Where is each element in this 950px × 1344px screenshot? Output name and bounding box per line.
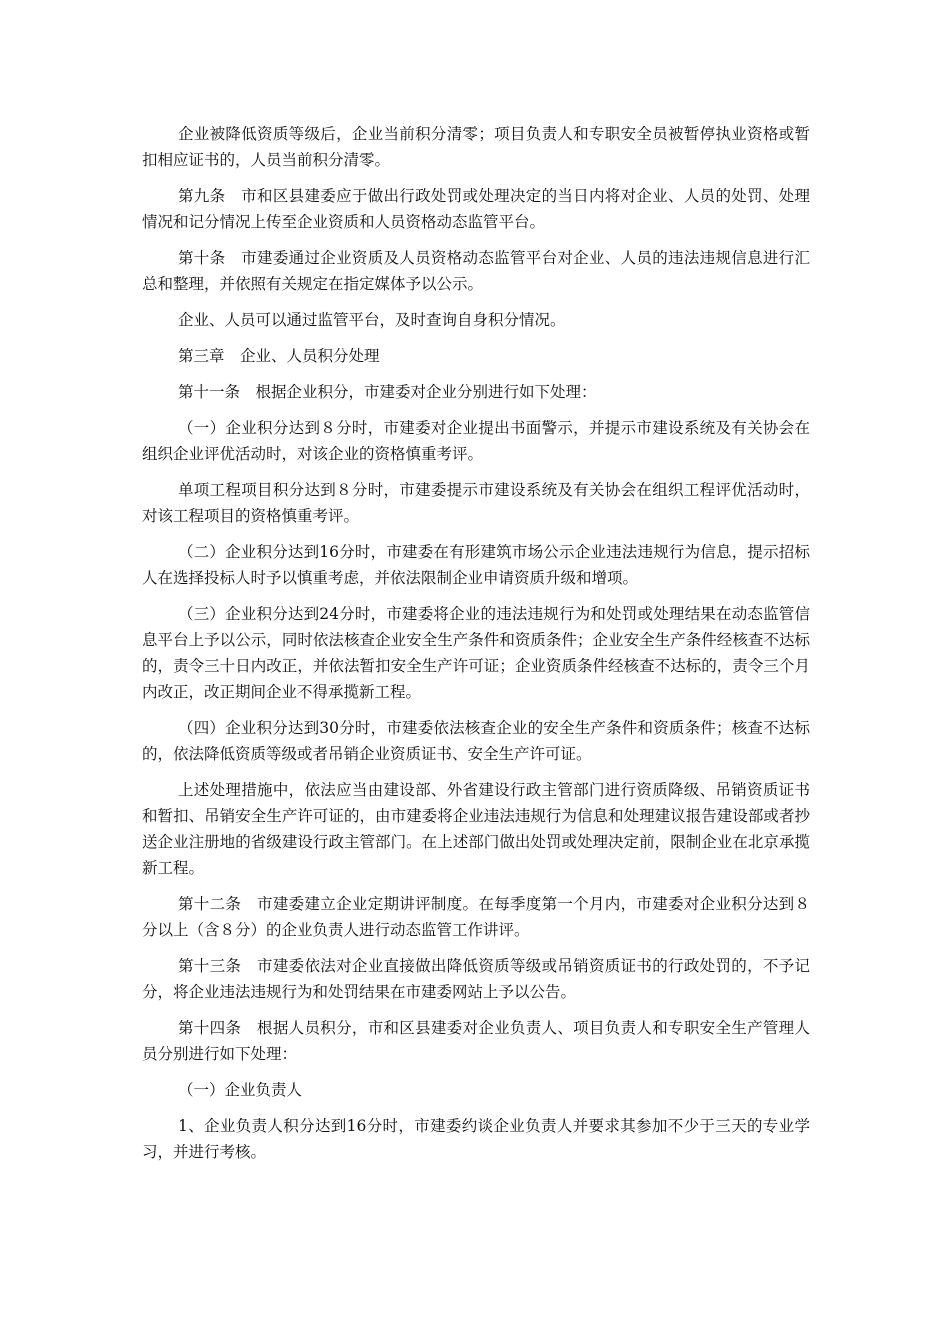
paragraph-item-1: （一）企业积分达到８分时，市建委对企业提出书面警示，并提示市建设系统及有关协会在组织企业评优活动时，对该企业的资格慎重考评。 (142, 419, 810, 463)
chapter-heading: 第三章 企业、人员积分处理 (178, 347, 380, 365)
paragraph-article-12: 第十二条 市建委建立企业定期讲评制度。在每季度第一个月内，市建委对企业积分达到８分以上（含８分）的企业负责人进行动态监管工作讲评。 (142, 895, 810, 939)
paragraph-item-4: （四）企业积分达到30分时，市建委依法核查企业的安全生产条件和资质条件；核查不达标的，依法降低资质等级或者吊销企业资质证书、安全生产许可证。 (142, 719, 810, 763)
paragraph-measures: 上述处理措施中，依法应当由建设部、外省建设行政主管部门进行资质降级、吊销资质证书和暂扣、吊销安全生产许可证的，由市建委将企业违法违规行为信息和处理建议报告建设部或者抄送企业注册地的省级建设行政主管部门。在上述部门做出处罚或处理决定前，限制企业在北京承揽新工程。 (142, 781, 810, 877)
document-body (142, 121, 810, 1175)
paragraph-article-14: 第十四条 根据人员积分，市和区县建委对企业负责人、项目负责人和专职安全生产管理人员分别进行如下处理： (142, 1019, 810, 1063)
paragraph-item-2: （二）企业积分达到16分时，市建委在有形建筑市场公示企业违法违规行为信息，提示招标人在选择投标人时予以慎重考虑，并依法限制企业申请资质升级和增项。 (142, 543, 810, 587)
paragraph-item-3: （三）企业积分达到24分时，市建委将企业的违法违规行为和处罚或处理结果在动态监管信息平台上予以公示，同时依法核查企业安全生产条件和资质条件；企业安全生产条件经核查不达标的，责令三十日内改正，并依法暂扣安全生产许可证；企业资质条件经核查不达标的，责令三个月内改正，改正期间企业不得承揽新工程。 (142, 605, 810, 701)
paragraph-article-11: 第十一条 根据企业积分，市建委对企业分别进行如下处理： (178, 383, 597, 401)
paragraph-query: 企业、人员可以通过监管平台，及时查询自身积分情况。 (178, 311, 566, 329)
paragraph-article-13: 第十三条 市建委依法对企业直接做出降低资质等级或吊销资质证书的行政处罚的，不予记分，将企业违法违规行为和处罚结果在市建委网站上予以公告。 (142, 957, 810, 1001)
paragraph-article-10: 第十条 市建委通过企业资质及人员资格动态监管平台对企业、人员的违法违规信息进行汇总和整理，并依照有关规定在指定媒体予以公示。 (142, 249, 810, 293)
paragraph-subheading-leader: （一）企业负责人 (178, 1081, 303, 1099)
paragraph-leader-1: 1、企业负责人积分达到16分时，市建委约谈企业负责人并要求其参加不少于三天的专业学习，并进行考核。 (142, 1117, 810, 1161)
paragraph-1: 企业被降低资质等级后，企业当前积分清零；项目负责人和专职安全员被暂停执业资格或暂扣相应证书的，人员当前积分清零。 (142, 125, 810, 169)
paragraph-single-project: 单项工程项目积分达到８分时，市建委提示市建设系统及有关协会在组织工程评优活动时，对该工程项目的资格慎重考评。 (142, 481, 810, 525)
paragraph-article-9: 第九条 市和区县建委应于做出行政处罚或处理决定的当日内将对企业、人员的处罚、处理情况和记分情况上传至企业资质和人员资格动态监管平台。 (142, 187, 810, 231)
